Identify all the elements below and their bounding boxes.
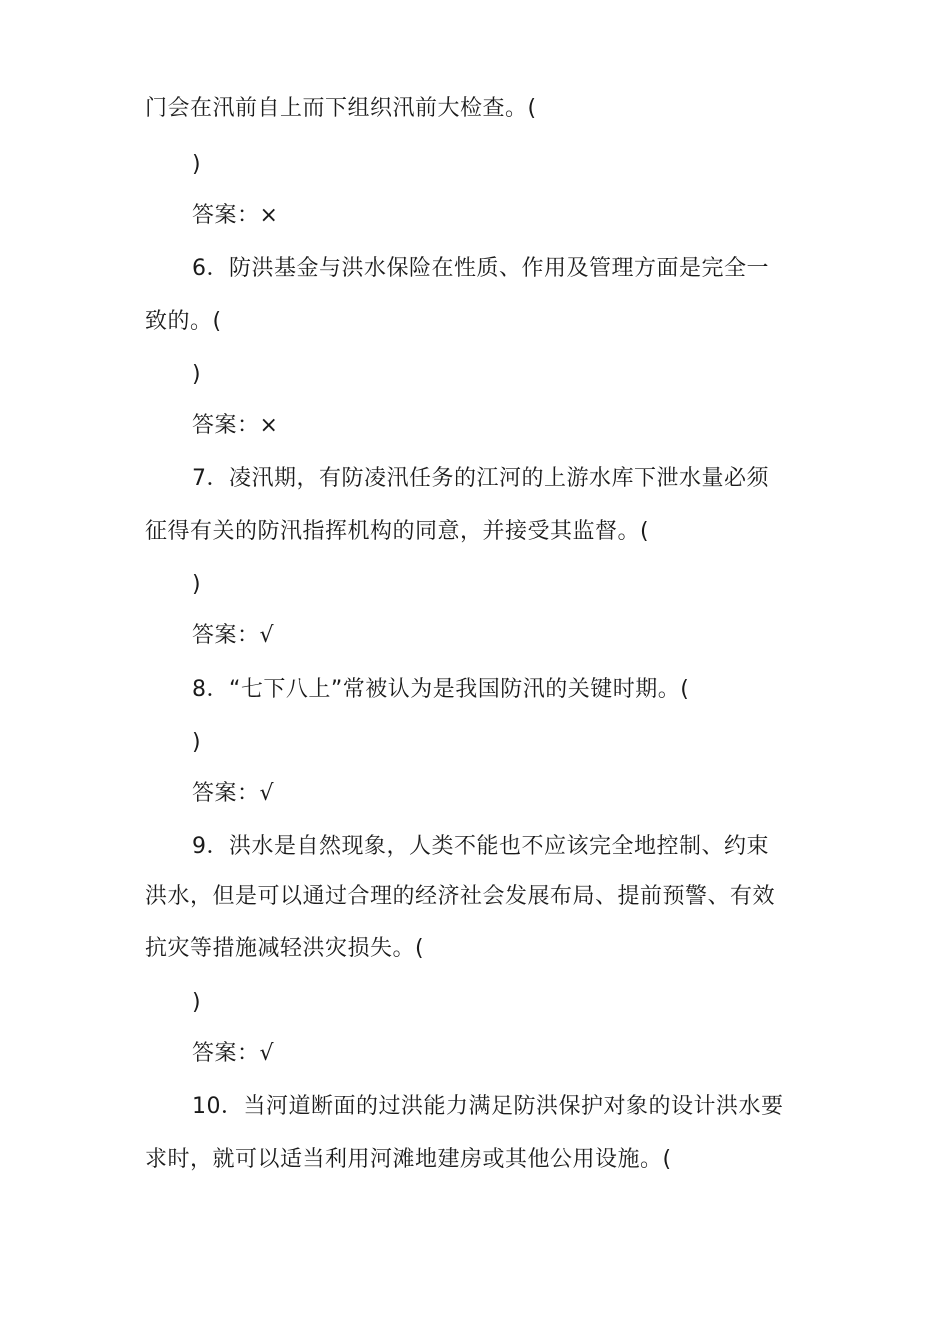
text-line: ) — [192, 990, 202, 1015]
answer-line: 答案：√ — [192, 1041, 275, 1066]
question-9: 9．洪水是自然现象，人类不能也不应该完全地控制、约束 — [192, 834, 769, 859]
text-line: 求时，就可以适当利用河滩地建房或其他公用设施。( — [145, 1147, 672, 1172]
text-line: 抗灾等措施减轻洪灾损失。( — [145, 936, 425, 961]
text-line: ) — [192, 362, 202, 387]
text-line: 洪水，但是可以通过合理的经济社会发展布局、提前预警、有效 — [145, 884, 776, 909]
text-line: 致的。( — [145, 309, 222, 334]
answer-line: 答案：× — [192, 413, 279, 438]
answer-line: 答案：√ — [192, 781, 275, 806]
text-line: ) — [192, 152, 202, 177]
text-line: 门会在汛前自上而下组织汛前大检查。( — [145, 96, 537, 121]
answer-line: 答案：× — [192, 203, 279, 228]
question-8: 8．“七下八上”常被认为是我国防汛的关键时期。( — [192, 677, 690, 702]
text-line: 征得有关的防汛指挥机构的同意，并接受其监督。( — [145, 519, 650, 544]
text-line: ) — [192, 572, 202, 597]
question-7: 7．凌汛期，有防凌汛任务的江河的上游水库下泄水量必须 — [192, 466, 769, 491]
text-line: ) — [192, 730, 202, 755]
question-10: 10．当河道断面的过洪能力满足防洪保护对象的设计洪水要 — [192, 1094, 784, 1119]
question-6: 6．防洪基金与洪水保险在性质、作用及管理方面是完全一 — [192, 256, 769, 281]
answer-line: 答案：√ — [192, 623, 275, 648]
